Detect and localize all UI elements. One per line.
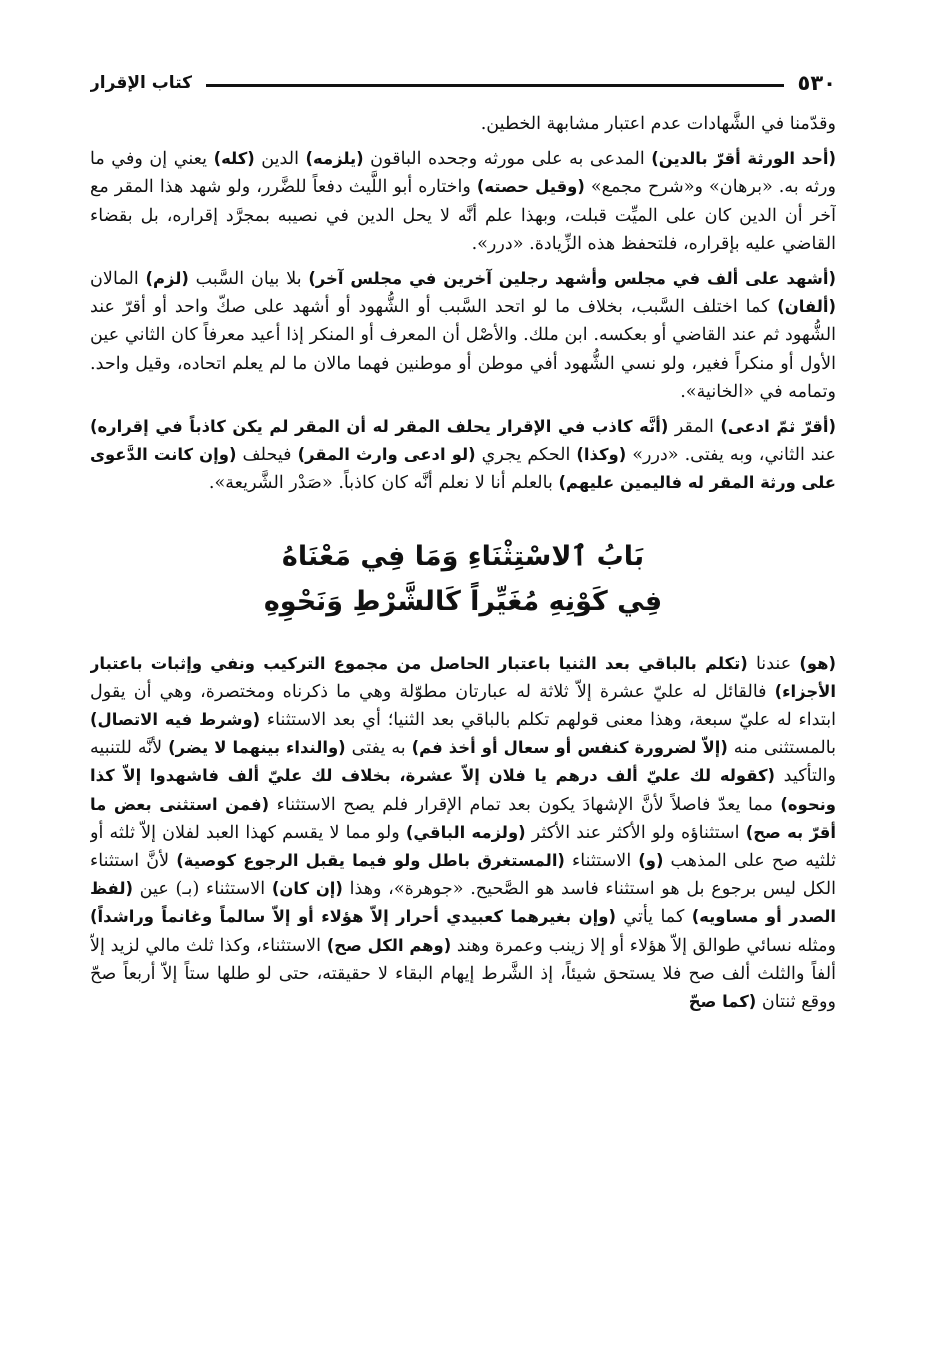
matn-text: (ولزمه الباقي) bbox=[405, 822, 526, 842]
matn-text: (وإن كانت الدَّعوى على ورثة المقر له فاليمين عليهم) bbox=[90, 445, 836, 493]
matn-text: (وإن بغيرهما كعبيدي أحرار إلاّ هؤلاء أو إلاّ سالماً وغانماً وراشداً) bbox=[90, 907, 616, 927]
commentary-text: بلا بيان السَّبب bbox=[188, 269, 309, 290]
matn-text: (كله) bbox=[213, 149, 255, 169]
matn-text: (المستغرق باطل ولو فيما يقبل الرجوع كوصية) bbox=[176, 851, 565, 871]
matn-text: (أشهد على ألف في مجلس وأشهد رجلين آخرين في مجلس آخر) bbox=[308, 269, 836, 289]
matn-text: (وكذا) bbox=[576, 445, 627, 465]
matn-text: (كما صحّ bbox=[688, 992, 757, 1012]
commentary-text: الحكم يجري bbox=[475, 445, 577, 466]
matn-text: (هو) bbox=[799, 653, 836, 673]
matn-text: (و) bbox=[638, 851, 664, 871]
matn-text: (أحد الورثة أقرّ بالدين) bbox=[651, 149, 836, 169]
matn-text: (وشرط فيه الاتصال) bbox=[90, 710, 261, 730]
commentary-text: الاستثناء bbox=[564, 851, 639, 872]
commentary-text: الاستثناء (بـ) عين bbox=[133, 879, 272, 900]
matn-text: (وقيل حصته) bbox=[476, 177, 585, 197]
chapter-title-line-1: بَابُ ٱلاسْتِثْنَاءِ وَمَا فِي مَعْنَاهُ bbox=[281, 540, 645, 572]
matn-text: (لو ادعى وارث المقر) bbox=[297, 445, 476, 465]
matn-text: (تكلم بالباقي بعد الثنيا باعتبار الحاصل من مجموع التركيب ونفي وإثبات باعتبار الأجزاء) bbox=[90, 653, 836, 701]
running-header bbox=[90, 66, 836, 100]
header-rule bbox=[206, 84, 784, 87]
matn-text: (يلزمه) bbox=[305, 149, 364, 169]
paragraph-heir-debt bbox=[90, 145, 836, 258]
matn-text: (إن كان) bbox=[271, 879, 343, 899]
matn-text: (فمن استثنى بعض ما أقرّ به صح) bbox=[90, 794, 836, 842]
matn-text: (وهم الكل صح) bbox=[326, 935, 452, 955]
commentary-text: كما اختلف السَّبب، بخلاف ما لو اتحد السَّبب أو الشُّهود أو أشهد على صكّ واحد أو أقرّ عند الشُّهود ثم عند القاضي أو بعكسه. ابن ملك. والأصْل أن المعرف أو المنكر إذا أعيد معرفاً كان الثاني عين الأول أو منكراً فغير، ولو نسي الشُّهود أفي موطن أو موطنين فهما مالان ما لم يعلم اتحاده، وقيل واحد. وتمامه في «الخانية». bbox=[90, 297, 836, 402]
commentary-text: الاستثناء، وكذا ثلث مالي لزيد إلاّ ألفاً والثلث ألف صح فلا يستحق شيئاً، إذ الشَّرط إيهام البقاء لا حقيقته، حتى لو طلها ستاً إلاّ أربعاً صحّ ووقع ثنتان bbox=[90, 935, 836, 1013]
commentary-text: يعني إن وفي ما ورثه به. «برهان» و«شرح مجمع» bbox=[90, 149, 836, 198]
paragraph-false-claim bbox=[90, 413, 836, 498]
commentary-text: الدين bbox=[254, 149, 306, 170]
matn-text: (إلاّ لضرورة كنفس أو سعال أو أخذ فم) bbox=[411, 738, 728, 758]
commentary-text: المدعى به على مورثه وجحده الباقون bbox=[363, 149, 652, 170]
commentary-text: لأنَّ استثناء الكل ليس برجوع بل هو استثناء فاسد هو الصَّحيح. «جوهرة»، وهذا bbox=[90, 851, 836, 900]
book-page bbox=[90, 66, 836, 1356]
chapter-title-line-2: فِي كَوْنِهِ مُغَيِّراً كَالشَّرْطِ وَنَحْوِهِ bbox=[263, 585, 663, 617]
commentary-text: مما يعدّ فاصلاً لأنَّ الإشهادَ يكون بعد تمام الإقرار فلم يصح الاستثناء bbox=[269, 794, 781, 815]
commentary-text: المالان bbox=[90, 269, 146, 290]
matn-text: (لزم) bbox=[145, 269, 189, 289]
paragraph-two-sessions bbox=[90, 265, 836, 406]
paragraph-exception-definition bbox=[90, 650, 836, 1017]
matn-text: (لفظ الصدر أو مساويه) bbox=[90, 879, 836, 927]
commentary-text: كما يأتي bbox=[615, 907, 692, 928]
chapter-heading bbox=[90, 534, 836, 624]
commentary-text: ومثله نسائي طوالق إلاّ هؤلاء أو إلا زينب وعمرة وهند bbox=[451, 935, 836, 956]
commentary-text: استثناؤه ولو الأكثر عند الأكثر bbox=[525, 822, 746, 843]
commentary-text: عند الثاني، وبه يفتى. «درر» bbox=[626, 445, 836, 466]
matn-text: (أقرّ ثمّ ادعى) bbox=[720, 417, 836, 437]
commentary-text: فالقائل له عليّ عشرة إلاّ ثلاثة له عبارتان مطوّلة وهي ما ذكرناه ومختصرة، وهي أن يقول ابتداء له عليّ سبعة، وهذا معنى قولهم تكلم بالباقي بعد الثنيا؛ أي بعد الاستثناء bbox=[90, 681, 836, 731]
commentary-text: لأنَّه للتنبيه والتأكيد bbox=[90, 738, 836, 787]
matn-text: (والنداء بينهما لا يضر) bbox=[168, 738, 346, 758]
commentary-text: به يفتى bbox=[345, 738, 412, 759]
commentary-text: بالعلم أنا لا نعلم أنَّه كان كاذباً. «صَدْر الشَّريعة». bbox=[208, 473, 559, 494]
page-number: ٥٣٠ bbox=[797, 71, 836, 95]
book-title: كتاب الإقرار bbox=[90, 73, 193, 93]
commentary-text: ولو مما لا يقسم كهذا العبد لفلان إلاّ ثلثه أو ثلثيه صح على المذهب bbox=[90, 822, 836, 872]
commentary-text: عندنا bbox=[747, 653, 800, 674]
matn-text: (أنَّه كاذب في الإقرار يحلف المقر له أن المقر لم يكن كاذباً في إقراره) bbox=[90, 417, 669, 437]
matn-text: (كقوله لك عليّ ألف درهم يا فلان إلاّ عشرة، بخلاف لك عليّ ألف فاشهدوا إلاّ كذا ونحوه) bbox=[90, 766, 836, 814]
commentary-text: واختاره أبو اللَّيث دفعاً للضَّرر، ولو شهد هذا المقر مع آخر أن الدين كان على الميِّت قبلت، وبهذا علم أنَّه لا يحل الدين في نصيبه بمجرَّد إقراره، بل بقضاء القاضي عليه بإقراره، فلتحفظ هذه الزِّيادة. «درر». bbox=[90, 177, 836, 254]
commentary-text: بالمستثنى منه bbox=[727, 738, 836, 759]
intro-paragraph: وقدّمنا في الشَّهادات عدم اعتبار مشابهة الخطين. bbox=[480, 114, 836, 134]
matn-text: (ألفان) bbox=[777, 297, 836, 317]
commentary-text: فيحلف bbox=[236, 445, 298, 466]
commentary-text: المقر bbox=[668, 417, 721, 438]
